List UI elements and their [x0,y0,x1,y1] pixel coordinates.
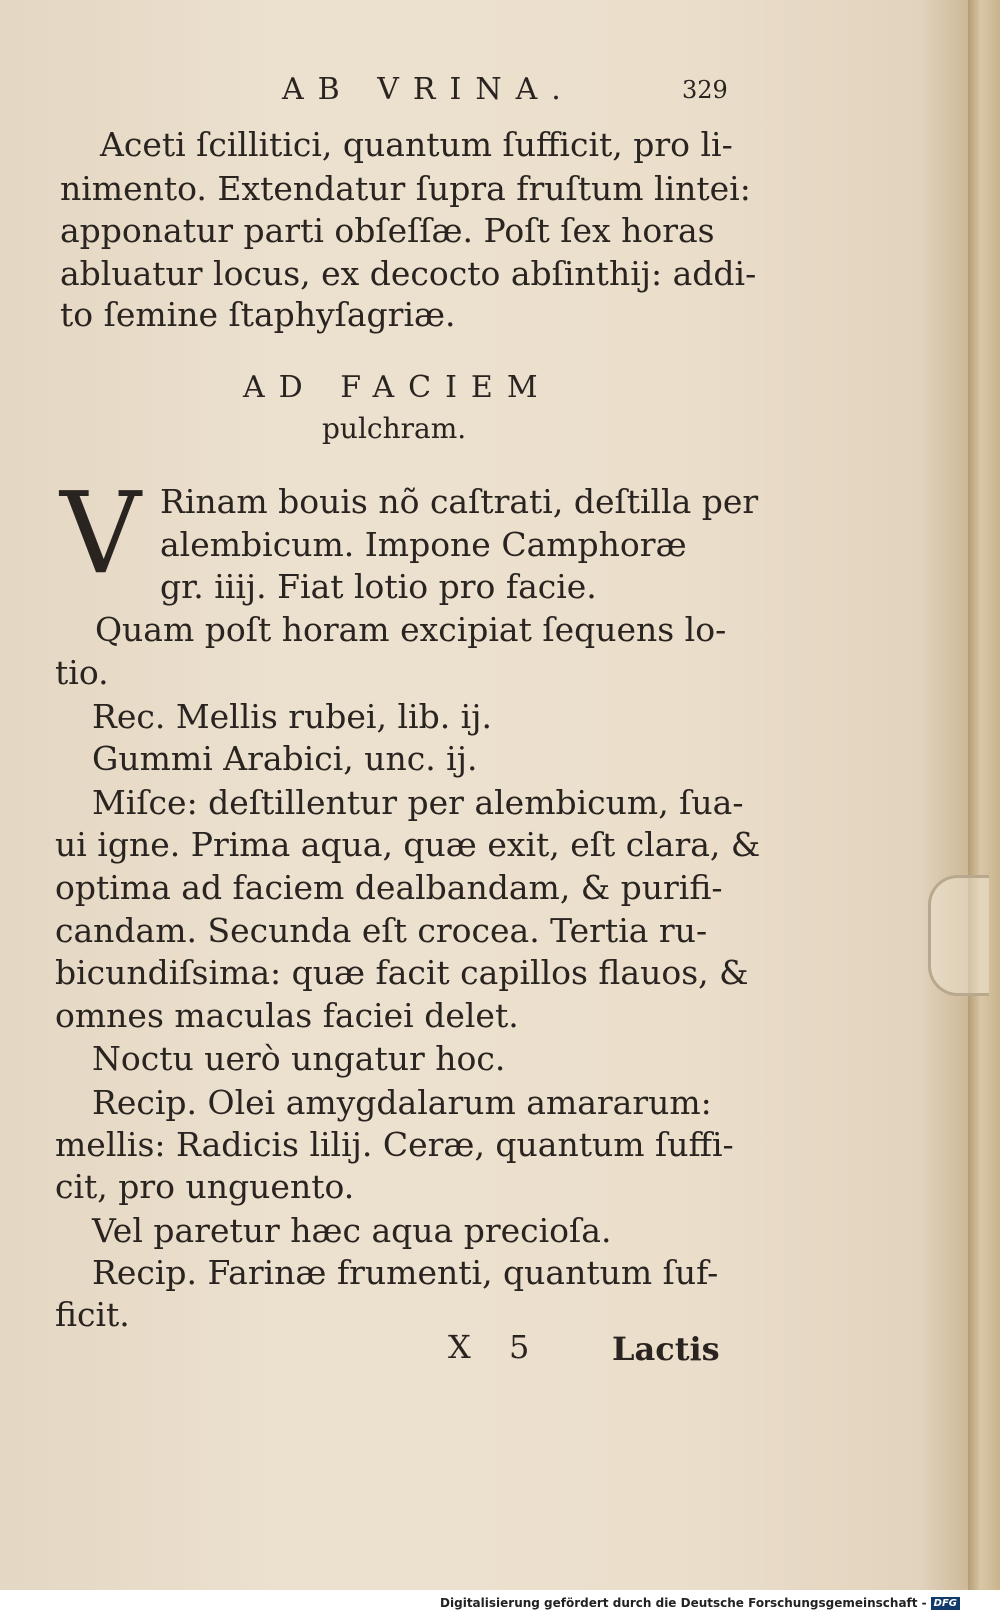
signature-mark: X 5 [448,1328,544,1366]
running-title: AB VRINA. [282,72,575,107]
text-line: Recip. Farinæ frumenti, quantum ſuf- [92,1253,719,1292]
text-line: alembicum. Impone Camphoræ [160,525,687,564]
text-line: apponatur parti obſeſſæ. Poſt ſex horas [60,211,715,250]
text-line: gr. iiij. Fiat lotio pro facie. [160,567,597,606]
text-line: tio. [55,653,109,692]
text-line: Miſce: deſtillentur per alembicum, ſua- [92,783,744,822]
text-line: nimento. Extendatur ſupra fruſtum lintei: [60,169,751,208]
text-line: Vel paretur hæc aqua precioſa. [92,1211,612,1250]
dfg-logo: DFG [931,1597,960,1610]
text-line: to ſemine ſtaphyſagriæ. [60,295,456,334]
text-line: Aceti ſcillitici, quantum ſufficit, pro li- [100,125,733,164]
text-line: optima ad faciem dealbandam, & purifi- [55,868,723,907]
section-heading: AD FACIEM [243,370,552,405]
text-line: ficit. [55,1295,130,1334]
text-line: candam. Secunda eſt crocea. Tertia ru- [55,911,708,950]
text-line: cit, pro unguento. [55,1167,355,1206]
section-subheading: pulchram. [322,412,467,445]
text-line: abluatur locus, ex decocto abſinthij: addi- [60,254,757,293]
text-line: Quam poſt horam excipiat ſequens lo- [95,610,727,649]
clip-marker [928,875,989,996]
text-line: Rinam bouis nõ caſtrati, deſtilla per [160,482,759,521]
text-line: bicundiſsima: quæ facit capillos flauos, & [55,953,749,992]
credit-text: Digitalisierung gefördert durch die Deutsche Forschungsgemeinschaft - [440,1596,927,1610]
page-edge [968,0,1000,1590]
drop-cap: V [60,469,141,599]
text-line: ui igne. Prima aqua, quæ exit, eſt clara, & [55,825,761,864]
text-line: Noctu uerò ungatur hoc. [92,1039,506,1078]
text-line: Gummi Arabici, unc. ij. [92,739,478,778]
digitization-credit [440,1592,960,1614]
text-line: Recip. Olei amygdalarum amararum: [92,1083,712,1122]
page-number: 329 [682,76,728,104]
text-line: Rec. Mellis rubei, lib. ij. [92,697,492,736]
text-line: omnes maculas faciei delet. [55,996,519,1035]
catchword: Lactis [612,1330,720,1368]
text-line: mellis: Radicis lilij. Ceræ, quantum ſuffi- [55,1125,734,1164]
